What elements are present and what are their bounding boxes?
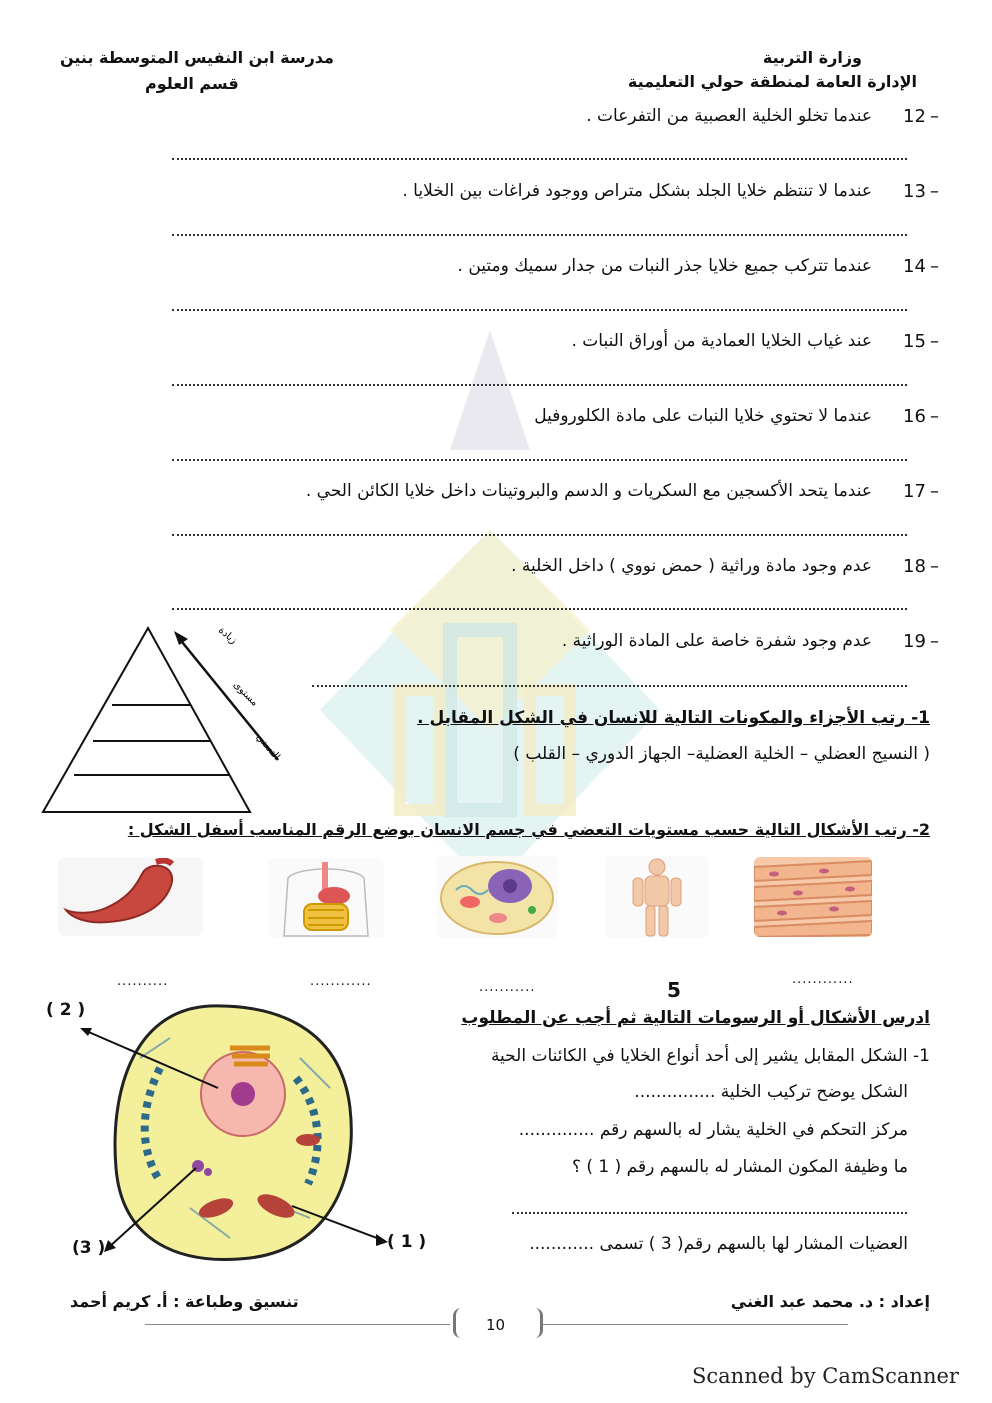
question-dash: – bbox=[930, 556, 939, 577]
label-arrow-3: (3 ) bbox=[72, 1238, 106, 1258]
question-text: عدم وجود مادة وراثية ( حمض نووي ) داخل الخلية . bbox=[511, 556, 872, 576]
answer-line[interactable] bbox=[172, 459, 907, 461]
question-dash: – bbox=[930, 406, 939, 427]
page-number: 10 bbox=[486, 1316, 506, 1334]
question-text: عندما لا تحتوي خلايا النبات على مادة الكلوروفيل bbox=[534, 406, 872, 426]
question-dash: – bbox=[930, 331, 939, 352]
question-dash: – bbox=[930, 256, 939, 277]
question-number: 13 bbox=[903, 181, 926, 202]
answer-line[interactable] bbox=[172, 309, 907, 311]
section3-line: الشكل يوضح تركيب الخلية ............... bbox=[634, 1082, 908, 1102]
question-dash: – bbox=[930, 106, 939, 127]
answer-line[interactable] bbox=[172, 384, 907, 386]
section2-title: 2- رتب الأشكال التالية حسب مستويات التعضي في جسم الانسان بوضع الرقم المناسب أسفل الشكل : bbox=[127, 820, 930, 839]
answer-line[interactable] bbox=[172, 608, 907, 610]
human-body-image bbox=[605, 856, 709, 938]
section3-line: ما وظيفة المكون المشار له بالسهم رقم ( 1 ) ؟ bbox=[571, 1157, 908, 1177]
question-number: 14 bbox=[903, 256, 926, 277]
answer-line-function[interactable] bbox=[512, 1212, 907, 1214]
section1-items: ( النسيج العضلي – الخلية العضلية– الجهاز الدوري – القلب ) bbox=[513, 744, 930, 764]
section1-title: 1- رتب الأجزاء والمكونات التالية للانسان في الشكل المقابل . bbox=[417, 708, 930, 728]
answer-line[interactable] bbox=[172, 234, 907, 236]
section3-title: ادرس الأشكال أو الرسومات التالية ثم أجب عن المطلوب bbox=[461, 1008, 930, 1028]
pyramid-label-level: مستوى bbox=[230, 679, 261, 709]
district-name: الإدارة العامة لمنطقة حولي التعليمية bbox=[627, 72, 917, 91]
question-text: عندما لا تنتظم خلايا الجلد بشكل متراص ووجود فراغات بين الخلايا . bbox=[402, 181, 872, 201]
answer-line[interactable] bbox=[312, 685, 907, 687]
pyramid-label-organization: التعضي bbox=[253, 731, 282, 763]
answer-slot-1[interactable]: .......... bbox=[117, 974, 169, 989]
answer-slot-3[interactable]: ........... bbox=[479, 980, 536, 995]
question-dash: – bbox=[930, 631, 939, 652]
footer-line-left bbox=[145, 1324, 450, 1325]
school-name: مدرسة ابن النفيس المتوسطة بنين bbox=[60, 48, 334, 67]
question-number: 12 bbox=[903, 106, 926, 127]
answer-line[interactable] bbox=[172, 158, 907, 160]
ministry-name: وزارة التربية bbox=[762, 48, 862, 67]
digestive-system-image bbox=[268, 858, 384, 938]
answer-five: 5 bbox=[667, 978, 681, 1002]
pyramid-label-increase: زيادة bbox=[216, 624, 239, 647]
question-number: 19 bbox=[903, 631, 926, 652]
footer-line-right bbox=[540, 1324, 848, 1325]
question-number: 15 bbox=[903, 331, 926, 352]
question-text: عدم وجود شفرة خاصة على المادة الوراثية . bbox=[561, 631, 872, 651]
answer-slot-2[interactable]: ............ bbox=[310, 974, 372, 989]
question-text: عندما يتحد الأكسجين مع السكريات و الدسم والبروتينات داخل خلايا الكائن الحي . bbox=[305, 481, 872, 501]
animal-cell-diagram bbox=[40, 998, 460, 1268]
question-dash: – bbox=[930, 481, 939, 502]
section3-line: 1- الشكل المقابل يشير إلى أحد أنواع الخلايا في الكائنات الحية bbox=[490, 1046, 930, 1066]
answer-slot-4[interactable]: ............ bbox=[792, 972, 854, 987]
section3-line: العضيات المشار لها بالسهم رقم( 3 ) تسمى ............ bbox=[529, 1234, 908, 1254]
label-arrow-1: ( 1 ) bbox=[387, 1232, 427, 1252]
question-number: 18 bbox=[903, 556, 926, 577]
question-text: عندما تخلو الخلية العصبية من التفرعات . bbox=[586, 106, 872, 126]
question-number: 17 bbox=[903, 481, 926, 502]
department-name: قسم العلوم bbox=[145, 74, 239, 93]
question-text: عندما تتركب جميع خلايا جذر النبات من جدار سميك ومتين . bbox=[457, 256, 872, 276]
label-arrow-2: ( 2 ) bbox=[46, 1000, 86, 1020]
section3-line: مركز التحكم في الخلية يشار له بالسهم رقم .............. bbox=[518, 1120, 908, 1140]
question-text: عند غياب الخلايا العمادية من أوراق النبات . bbox=[571, 331, 872, 351]
muscle-tissue-image bbox=[754, 857, 872, 937]
animal-cell-image bbox=[436, 856, 558, 938]
coordinated-by: تنسيق وطباعة : أ. كريم أحمد bbox=[70, 1292, 299, 1311]
question-dash: – bbox=[930, 181, 939, 202]
organization-pyramid bbox=[38, 615, 298, 820]
scanned-watermark: Scanned by CamScanner bbox=[692, 1364, 959, 1388]
prepared-by: إعداد : د. محمد عبد الغني bbox=[730, 1292, 930, 1311]
question-number: 16 bbox=[903, 406, 926, 427]
answer-line[interactable] bbox=[172, 534, 907, 536]
stomach-image bbox=[58, 858, 203, 936]
